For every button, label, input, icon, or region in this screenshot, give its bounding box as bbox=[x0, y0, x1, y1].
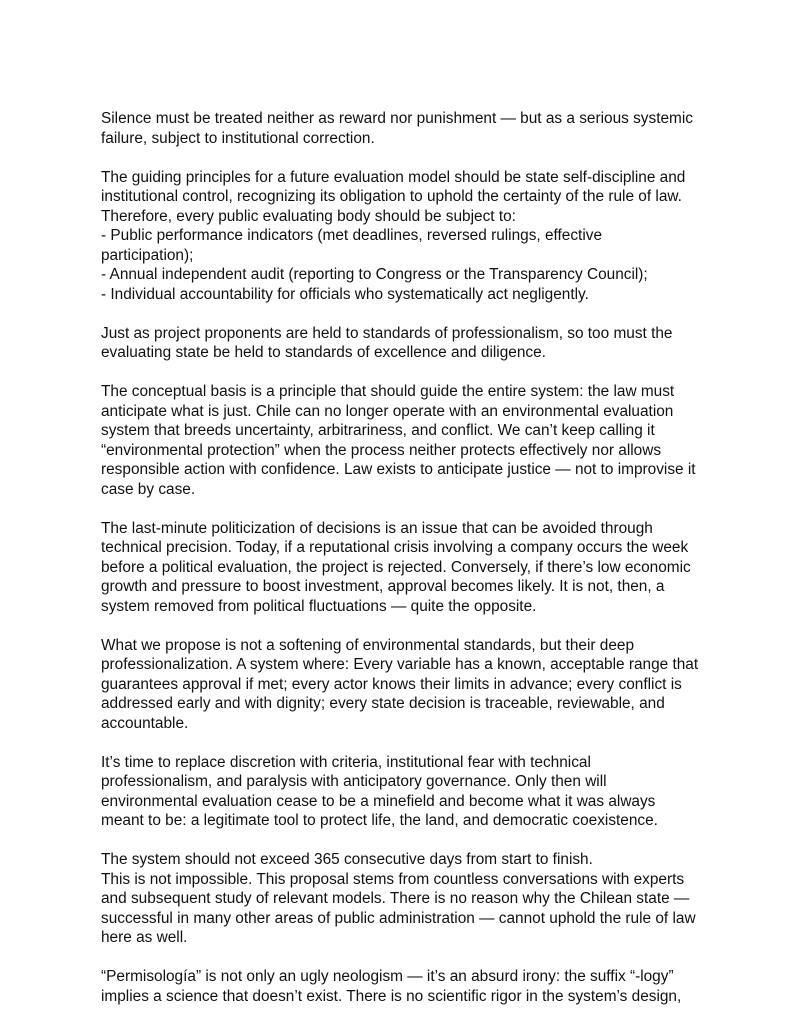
text-line: implies a science that doesn’t exist. There is no scientific rigor in the system’s design, bbox=[101, 987, 682, 1005]
text-line: What we propose is not a softening of environmental standards, but their deep bbox=[101, 636, 635, 654]
text-line: Silence must be treated neither as reward nor punishment — but as a serious systemic bbox=[101, 110, 693, 127]
text-line: and subsequent study of relevant models. There is no reason why the Chilean state — bbox=[101, 890, 690, 907]
paragraph bbox=[101, 753, 761, 831]
text-line: - Individual accountability for officials who systematically act negligently. bbox=[101, 285, 589, 303]
text-line: growth and pressure to boost investment, approval becomes likely. It is not, then, a bbox=[101, 578, 665, 595]
paragraph bbox=[101, 109, 761, 148]
text-line: evaluating state be held to standards of excellence and diligence. bbox=[101, 344, 546, 361]
text-line: responsible action with confidence. Law exists to anticipate justice — not to improvise it bbox=[101, 461, 696, 478]
text-line: system removed from political fluctuations — quite the opposite. bbox=[101, 597, 537, 615]
text-line: system that breeds uncertainty, arbitrariness, and conflict. We can’t keep calling it bbox=[101, 422, 655, 439]
text-line: guarantees approval if met; every actor knows their limits in advance; every conflict is bbox=[101, 675, 682, 693]
text-line: accountable. bbox=[101, 714, 189, 732]
text-line: here as well. bbox=[101, 929, 188, 946]
text-line: environmental evaluation cease to be a minefield and become what it was always bbox=[101, 792, 656, 810]
text-line: before a political evaluation, the project is rejected. Conversely, if there’s low economic bbox=[101, 558, 691, 576]
text-line: participation); bbox=[101, 246, 194, 264]
text-line: addressed early and with dignity; every state decision is traceable, reviewable, and bbox=[101, 695, 665, 712]
document-page bbox=[101, 109, 761, 1026]
text-line: institutional control, recognizing its obligation to uphold the certainty of the rule of law. bbox=[101, 188, 682, 205]
text-line: “environmental protection” when the process neither protects effectively nor allows bbox=[101, 441, 662, 459]
paragraph bbox=[101, 967, 761, 1006]
text-line: anticipate what is just. Chile can no longer operate with an environmental evaluation bbox=[101, 402, 674, 420]
paragraph bbox=[101, 519, 761, 617]
text-line: The system should not exceed 365 consecutive days from start to finish. bbox=[101, 851, 593, 868]
text-line: The conceptual basis is a principle that should guide the entire system: the law must bbox=[101, 383, 675, 400]
text-line: case by case. bbox=[101, 480, 196, 498]
text-line: The guiding principles for a future evaluation model should be state self-discipline and bbox=[101, 168, 686, 186]
paragraph bbox=[101, 382, 761, 499]
text-line: - Public performance indicators (met deadlines, reversed rulings, effective bbox=[101, 227, 602, 244]
paragraph bbox=[101, 850, 761, 948]
text-line: “Permisología” is not only an ugly neologism — it’s an absurd irony: the suffix “-logy” bbox=[101, 968, 674, 985]
text-line: It’s time to replace discretion with criteria, institutional fear with technical bbox=[101, 753, 591, 771]
text-line: professionalization. A system where: Every variable has a known, acceptable range that bbox=[101, 656, 699, 673]
text-line: The last-minute politicization of decisions is an issue that can be avoided through bbox=[101, 519, 653, 537]
text-line: Just as project proponents are held to standards of professionalism, so too must the bbox=[101, 324, 673, 342]
text-line: meant to be: a legitimate tool to protect life, the land, and democratic coexistence. bbox=[101, 812, 658, 829]
text-line: successful in many other areas of public administration — cannot uphold the rule of law bbox=[101, 909, 696, 927]
paragraph bbox=[101, 636, 761, 734]
text-line: Therefore, every public evaluating body should be subject to: bbox=[101, 207, 516, 225]
paragraph bbox=[101, 168, 761, 305]
text-line: This is not impossible. This proposal stems from countless conversations with experts bbox=[101, 870, 685, 888]
text-line: - Annual independent audit (reporting to Congress or the Transparency Council); bbox=[101, 266, 648, 283]
paragraph bbox=[101, 324, 761, 363]
text-line: technical precision. Today, if a reputational crisis involving a company occurs the week bbox=[101, 539, 689, 556]
text-line: professionalism, and paralysis with anticipatory governance. Only then will bbox=[101, 773, 607, 790]
text-line: failure, subject to institutional correction. bbox=[101, 129, 375, 147]
